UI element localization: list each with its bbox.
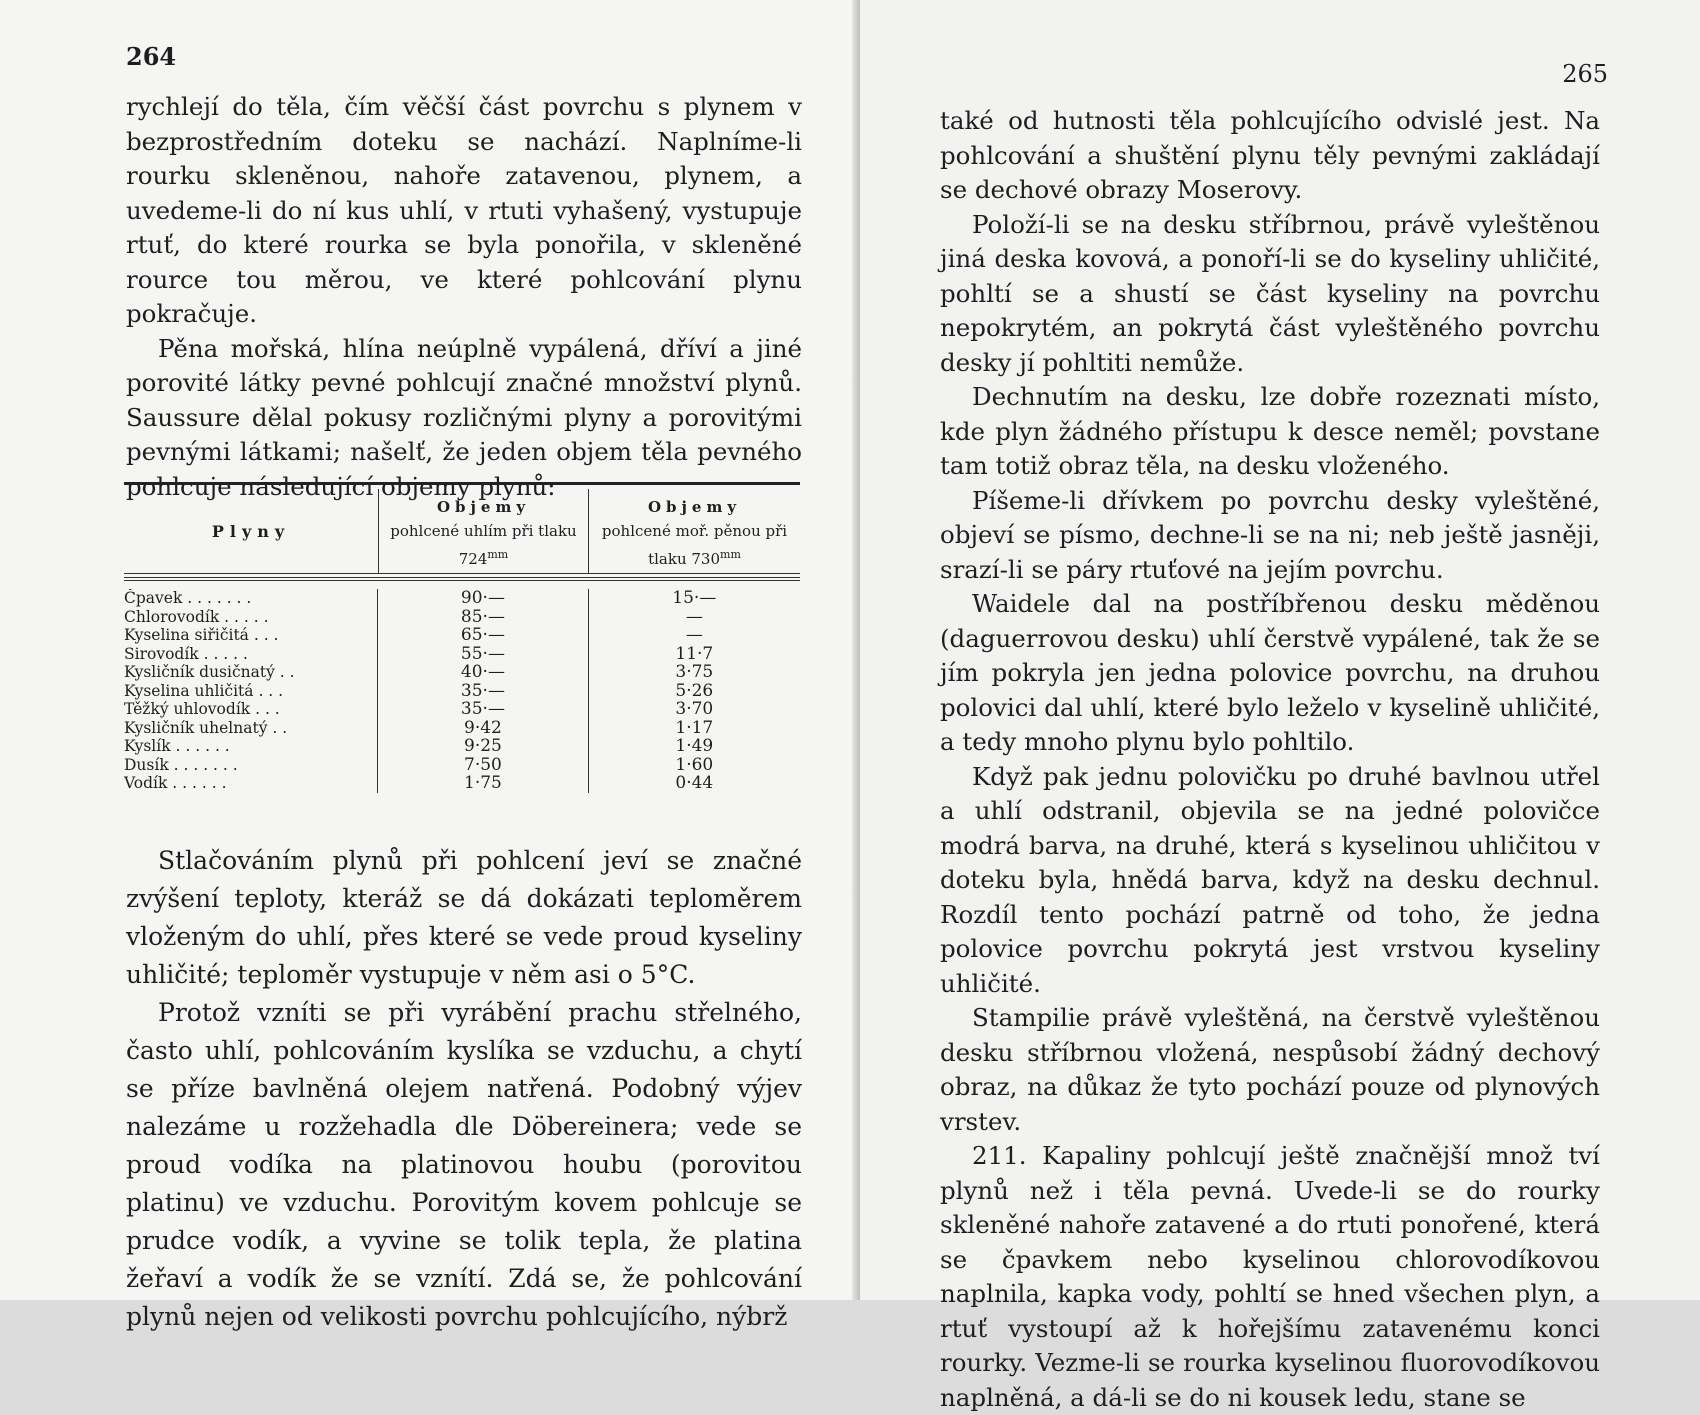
gas-name: Kyslík . . . . . . — [124, 737, 230, 755]
coal-value: 9·42 — [464, 718, 502, 737]
paragraph: Pěna mořská, hlína neúplně vypálená, dříví a jiné porovité látky pevné pohlcují značné množství plynů. Saussure dělal pokusy rozličnými plyny a porovitými pevnými látkami; našelť, že jeden objem těla pevného pohlcuje následující objemy plynů: — [126, 333, 802, 501]
gas-name: Čpavek . . . . . . . — [124, 589, 252, 607]
foam-value: 1·17 — [675, 718, 714, 737]
table-rule — [124, 482, 800, 485]
foam-value: 3·70 — [675, 700, 714, 719]
paragraph: Stampilie právě vyleštěná, na čerstvě vyleštěnou desku stříbrnou vložená, nespůsobí žádný dechový obraz, na důkaz že tyto pochází pouze od plynových vrstev. — [940, 1003, 1600, 1136]
table-body — [124, 589, 800, 793]
right-page — [860, 0, 1700, 1412]
coal-value: 65·— — [460, 626, 505, 645]
paragraph: 211. Kapaliny pohlcují ještě značnější množ tví plynů než i těla pevná. Uvede-li se do rourky skleněné nahoře zatavené a do rtuti ponořené, která se čpavkem nebo kyselinou chlorovodíkovou naplnila, kapka vody, pohltí se hned všechen plyn, a rtuť vystoupí až k hořejšímu zatavenému konci rourky. Vezme-li se rourka kyselinou fluorovodíkovou naplněná, a dá-li se do ni kousek ledu, stane se — [940, 1141, 1600, 1412]
gas-name: Chlorovodík . . . . . — [124, 607, 269, 626]
paragraph: Dechnutím na desku, lze dobře rozeznati místo, kde plyn žádného přístupu k desce neměl; povstane tam totiž obraz těla, na desku vloženého. — [940, 382, 1600, 480]
gas-absorption-table — [124, 482, 800, 793]
gas-name: Vodík . . . . . . — [124, 774, 227, 792]
foam-value: 15·— — [672, 589, 717, 608]
left-page — [0, 0, 860, 1331]
right-text — [940, 104, 1600, 1415]
foam-value: 11·7 — [675, 644, 714, 663]
gas-name: Těžký uhlovodík . . . — [124, 700, 280, 718]
gas-name: Sirovodík . . . . . — [124, 644, 248, 663]
left-text-top — [126, 90, 802, 504]
paragraph: Položí-li se na desku stříbrnou, právě vyleštěnou jiná deska kovová, a ponoří-li se do kyseliny uhličité, pohltí se a shustí se část kyseliny na povrchu nepokrytém, an pokrytá část vyleštěného povrchu desky jí pohltiti nemůže. — [940, 209, 1600, 377]
coal-value: 1·75 — [464, 774, 502, 793]
header-foam — [588, 489, 800, 573]
coal-value: 40·— — [460, 663, 505, 682]
coal-value: 55·— — [460, 644, 505, 663]
left-text-bottom — [126, 842, 802, 1336]
foam-column — [588, 589, 800, 793]
gas-name: Dusík . . . . . . . — [124, 755, 238, 774]
header-foam-sub: pohlcené moř. pěnou při tlaku $730^{mm}$ — [601, 522, 788, 568]
foam-value: 0·44 — [675, 774, 714, 793]
gas-name: Kysličník dusičnatý . . — [124, 663, 295, 681]
gas-name: Kyselina uhličitá . . . — [124, 681, 284, 700]
foam-value: 5·26 — [675, 681, 714, 700]
paragraph: Waidele dal na postříbřenou desku měděnou (daguerrovou desku) uhlí čerstvě vypálené, tak že se jím pokryla jen jedna polovice povrchu, na druhou polovici dal uhlí, které bylo leželo v kyselině uhličité, a tedy mnoho plynu bylo pohltilo. — [940, 589, 1600, 756]
header-coal — [378, 489, 588, 573]
coal-value: 7·50 — [464, 755, 502, 774]
foam-value: — — [685, 607, 703, 626]
paragraph: Protož vzníti se při vyrábění prachu střelného, často uhlí, pohlcováním kyslíka se vzduchu, a chytí se příze bavlněná olejem natřená. Podobný výjev nalezáme u rozžehadla dle Döbereinera; vede se proud vodíka na platinovou houbu (porovitou platinu) ve vzduchu. Porovitým kovem pohlcuje se prudce vodík, a vyvine se tolik tepla, že platina žeřaví a vodík že se vznítí. Zdá se, že pohlcování plynů nejen od velikosti povrchu pohlcujícího, nýbrž — [126, 998, 802, 1331]
header-coal-title: Objemy — [436, 498, 531, 516]
coal-value: 90·— — [460, 589, 505, 608]
header-foam-title: Objemy — [647, 498, 742, 516]
foam-value: — — [685, 626, 703, 645]
paragraph: Když pak jednu polovičku po druhé bavlnou utřel a uhlí odstranil, objevila se na jedné polovičce modrá barva, na druhé, která s kyselinou uhličitou v doteku byla, hnědá barva, když na desku dechnul. Rozdíl tento pochází patrně od toho, že jedna polovice povrchu pokrytá jest vrstvou kyseliny uhličité. — [940, 761, 1600, 998]
coal-value: 85·— — [460, 607, 505, 626]
paragraph: rychlejí do těla, čím věčší část povrchu s plynem v bezprostředním doteku se nachází. Naplníme-li rourku skleněnou, nahoře zatavenou, plynem, a uvedeme-li do ní kus uhlí, v rtuti vyhašený, vystupuje rtuť, do které rourka se byla ponořila, v skleněné rource tou měrou, ve které pohlcování plynu pokračuje. — [126, 92, 802, 328]
gas-column — [124, 589, 377, 793]
table-rule-double — [124, 577, 800, 581]
coal-value: 9·25 — [464, 737, 502, 756]
coal-value: 35·— — [460, 681, 505, 700]
page-number-right: 265 — [1562, 60, 1608, 88]
header-gases: Plyny — [211, 521, 291, 541]
foam-value: 3·75 — [675, 663, 714, 682]
coal-value: 35·— — [460, 700, 505, 719]
table-header — [124, 489, 800, 574]
gas-name: Kysličník uhelnatý . . — [124, 718, 288, 737]
coal-column — [377, 589, 587, 793]
paragraph: také od hutnosti těla pohlcujícího odvislé jest. Na pohlcování a shuštění plynu těly pevnými zakládají se dechové obrazy Moserovy. — [940, 106, 1600, 204]
paragraph: Píšeme-li dřívkem po povrchu desky vyleštěné, objeví se písmo, dechne-li se na ni; neb ještě jasněji, srazí-li se páry rtuťové na jejím povrchu. — [940, 485, 1600, 584]
page-number-left: 264 — [126, 42, 177, 71]
gas-name: Kyselina siřičitá . . . — [124, 626, 279, 644]
paragraph: Stlačováním plynů při pohlcení jeví se značné zvýšení teploty, kteráž se dá dokázati teploměrem vloženým do uhlí, přes které se vede proud kyseliny uhličité; teploměr vystupuje v něm asi o 5°C. — [126, 846, 802, 989]
foam-value: 1·49 — [675, 737, 714, 756]
foam-value: 1·60 — [675, 755, 714, 774]
header-coal-sub: pohlcené uhlím při tlaku $724^{mm}$ — [390, 522, 577, 568]
